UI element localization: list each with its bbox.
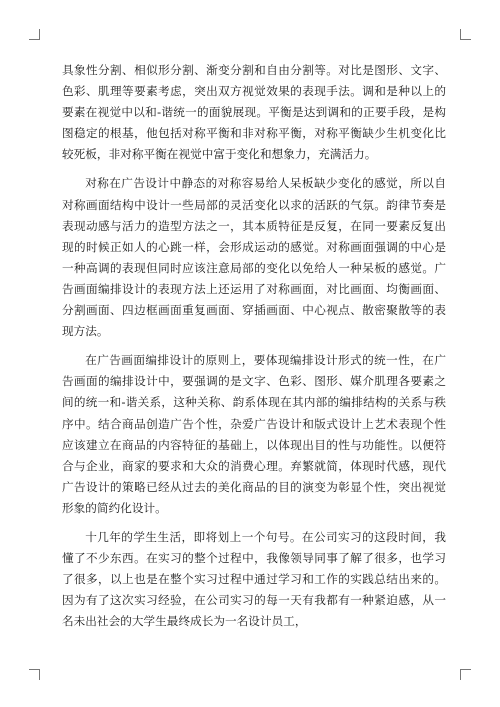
page-corner-mark-bottom-left (29, 669, 40, 680)
paragraph-1: 具象性分割、相似形分割、渐变分割和自由分割等。对比是图形、文字、色彩、肌理等要素考虑，突出双方视觉效果的表现手法。调和是种以上的要素在视觉中以和-谐统一的面貌展现。平衡是达到调和的正要手段，是构图稳定的根基，他包括对称平衡和非对称平衡，对称平衡缺少生机变化比较死板，非对称平衡在视觉中富于变化和想象力，充满活力。 (62, 63, 446, 162)
page-corner-mark-bottom-right (460, 669, 471, 680)
document-body (62, 60, 446, 640)
page-corner-mark-top-left (29, 29, 40, 40)
paragraph-4: 十几年的学生生活，即将划上一个句号。在公司实习的这段时间，我懂了不少东西。在实习的整个过程中，我像领导同事了解了很多，也学习了很多，以上也是在整个实习过程中通过学习和工作的实践总结出来的。因为有了这次实习经验，在公司实习的每一天有我都有一种紧迫感，从一名未出社会的大学生最终成长为一名设计员工， (62, 529, 446, 629)
paragraph-3: 在广告画面编排设计的原则上，要体现编排设计形式的统一性，在广告画面的编排设计中，要强调的是文字、色彩、图形、媒介肌理各要素之间的统一和-谐关系，这种关称、韵系体现在其内部的编排结构的关系与秩序中。结合商品创造广告个性，杂爱广告设计和版式设计上艺术表现个性应该建立在商品的内容特征的基础上，以体现出目的性与功能性。以便符合与企业，商家的要求和大众的消费心理。弃繁就简，体现时代感，现代广告设计的策略已经从过去的美化商品的目的演变为彰显个性，突出视觉形象的简约化设计。 (62, 353, 446, 515)
page-corner-mark-top-right (460, 29, 471, 40)
paragraph-2: 对称在广告设计中静态的对称容易给人呆板缺少变化的感觉，所以自对称画面结构中设计一些局部的灵活变化以求的活跃的气氛。韵律节奏是表现动感与活力的造型方法之一，其本质特征是反复，在同一要素反复出现的时候正如人的心跳一样，会形成运动的感觉。对称画面强调的中心是一种高调的表现但同时应该注意局部的变化以免给人一种呆板的感觉。广告画面编排设计的表现方法上还运用了对称画面，对比画面、均衡画面、分割画面、四边框画面重复画面、穿插画面、中心视点、散密聚散等的表现方法。 (62, 176, 446, 339)
